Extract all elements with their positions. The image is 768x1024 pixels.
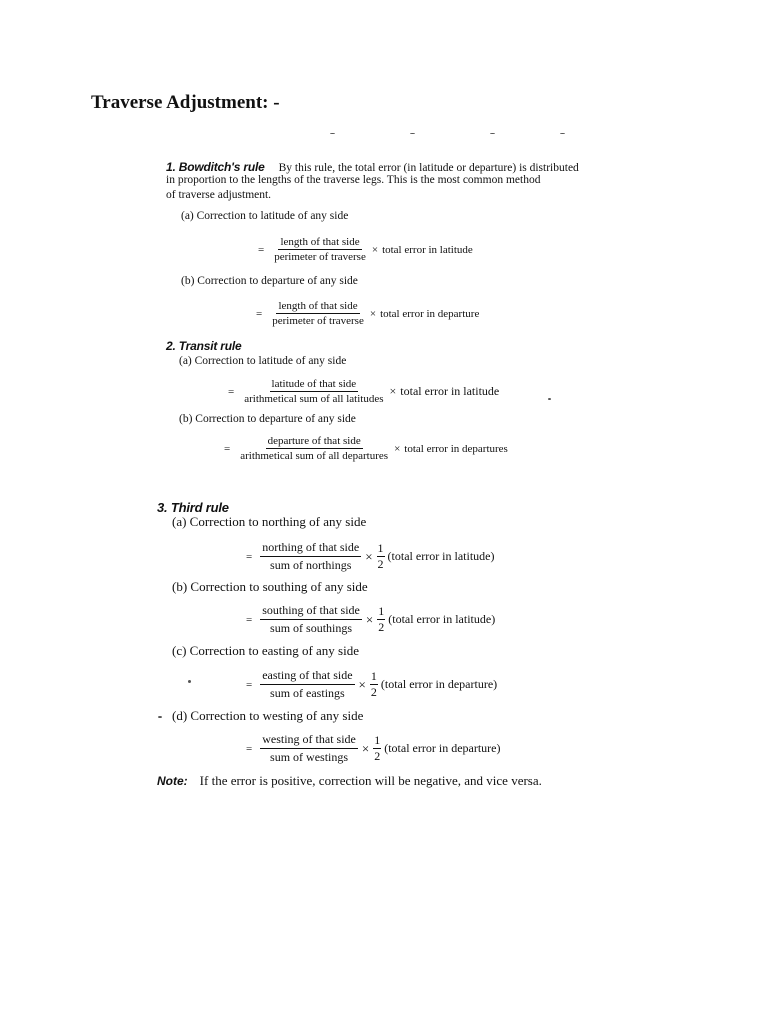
scan-speck	[330, 133, 335, 134]
times-sign: ×	[365, 548, 373, 564]
third-a-label: (a) Correction to northing of any side	[172, 514, 367, 529]
note-text: If the error is positive, correction will be negative, and vice versa.	[199, 773, 542, 788]
equals-sign: =	[246, 613, 253, 626]
fraction	[238, 435, 390, 462]
third-heading: 3. Third rule	[157, 500, 229, 515]
numerator: westing of that side	[260, 732, 358, 749]
third-c-equation	[246, 668, 497, 701]
numerator: 1	[370, 669, 377, 683]
multiplier-text: (total error in departure)	[384, 741, 501, 755]
transit-b-label: (b) Correction to departure of any side	[179, 413, 356, 425]
scan-speck	[490, 133, 495, 134]
scan-speck	[158, 716, 162, 718]
denominator: sum of northings	[270, 558, 352, 572]
numerator: easting of that side	[260, 668, 354, 685]
fraction	[270, 300, 366, 327]
denominator: 2	[374, 749, 381, 763]
transit-b-equation	[224, 435, 508, 462]
fraction	[260, 668, 354, 701]
denominator: sum of westings	[270, 750, 349, 764]
half-fraction	[370, 669, 378, 700]
bowditch-b-label: (b) Correction to departure of any side	[181, 275, 358, 287]
fraction	[242, 378, 385, 405]
bowditch-a-equation	[258, 236, 473, 263]
third-a-equation	[246, 540, 495, 573]
numerator: 1	[378, 604, 385, 618]
times-sign: ×	[361, 740, 370, 756]
numerator: northing of that side	[260, 540, 361, 557]
bowditch-heading: 1. Bowditch's rule	[166, 160, 265, 174]
denominator: sum of eastings	[270, 686, 345, 700]
bowditch-intro-2: in proportion to the lengths of the traverse legs. This is the most common method	[166, 174, 541, 186]
denominator: perimeter of traverse	[272, 315, 364, 327]
equals-sign: =	[246, 742, 253, 755]
denominator: 2	[370, 685, 377, 699]
scan-speck	[560, 133, 565, 134]
multiplier-text: total error in departures	[404, 442, 508, 455]
equals-sign: =	[256, 307, 263, 320]
equals-sign: =	[258, 243, 265, 256]
scan-speck	[548, 398, 551, 400]
half-fraction	[373, 733, 381, 764]
fraction	[260, 603, 362, 636]
numerator: 1	[377, 541, 384, 555]
denominator: arithmetical sum of all departures	[240, 450, 389, 462]
times-sign: ×	[369, 307, 377, 320]
equals-sign: =	[246, 550, 253, 563]
times-sign: ×	[394, 442, 401, 455]
times-sign: ×	[365, 611, 374, 627]
numerator: southing of that side	[260, 603, 362, 620]
denominator: 2	[377, 557, 384, 571]
transit-a-equation	[228, 378, 499, 405]
fraction	[260, 732, 358, 765]
third-c-label: (c) Correction to easting of any side	[172, 643, 359, 658]
numerator: departure of that side	[267, 435, 361, 447]
third-d-label: (d) Correction to westing of any side	[172, 708, 364, 723]
denominator: sum of southings	[270, 621, 353, 635]
page-title: Traverse Adjustment: -	[91, 92, 280, 113]
note	[157, 772, 542, 790]
bowditch-b-equation	[256, 300, 479, 327]
multiplier-text: (total error in latitude)	[387, 549, 495, 563]
bowditch-a-label: (a) Correction to latitude of any side	[181, 210, 349, 222]
equals-sign: =	[224, 442, 231, 455]
multiplier-text: total error in latitude	[400, 384, 500, 398]
times-sign: ×	[358, 676, 366, 692]
times-sign: ×	[389, 384, 397, 398]
denominator: arithmetical sum of all latitudes	[244, 393, 384, 405]
multiplier-text: (total error in departure)	[380, 677, 498, 691]
equals-sign: =	[246, 678, 253, 691]
numerator: length of that side	[280, 236, 360, 248]
half-fraction	[377, 604, 385, 635]
third-b-label: (b) Correction to southing of any side	[172, 579, 368, 594]
note-label: Note:	[157, 774, 188, 788]
numerator: length of that side	[278, 300, 358, 312]
multiplier-text: total error in latitude	[382, 243, 473, 256]
bowditch-intro-1: By this rule, the total error (in latitude or departure) is distributed	[278, 162, 579, 174]
third-d-equation	[246, 732, 501, 765]
denominator: perimeter of traverse	[274, 251, 366, 263]
numerator: latitude of that side	[271, 378, 357, 390]
bowditch-intro-3: of traverse adjustment.	[166, 189, 272, 201]
times-sign: ×	[371, 243, 379, 256]
half-fraction	[377, 541, 385, 572]
fraction	[260, 540, 361, 573]
third-b-equation	[246, 603, 495, 636]
transit-a-label: (a) Correction to latitude of any side	[179, 355, 347, 367]
fraction	[272, 236, 368, 263]
transit-heading: 2. Transit rule	[166, 339, 242, 353]
equals-sign: =	[228, 385, 235, 398]
denominator: 2	[378, 620, 385, 634]
multiplier-text: (total error in latitude)	[388, 612, 496, 626]
scan-speck	[410, 133, 415, 134]
numerator: 1	[374, 733, 381, 747]
scan-speck	[188, 680, 191, 683]
multiplier-text: total error in departure	[380, 307, 480, 320]
